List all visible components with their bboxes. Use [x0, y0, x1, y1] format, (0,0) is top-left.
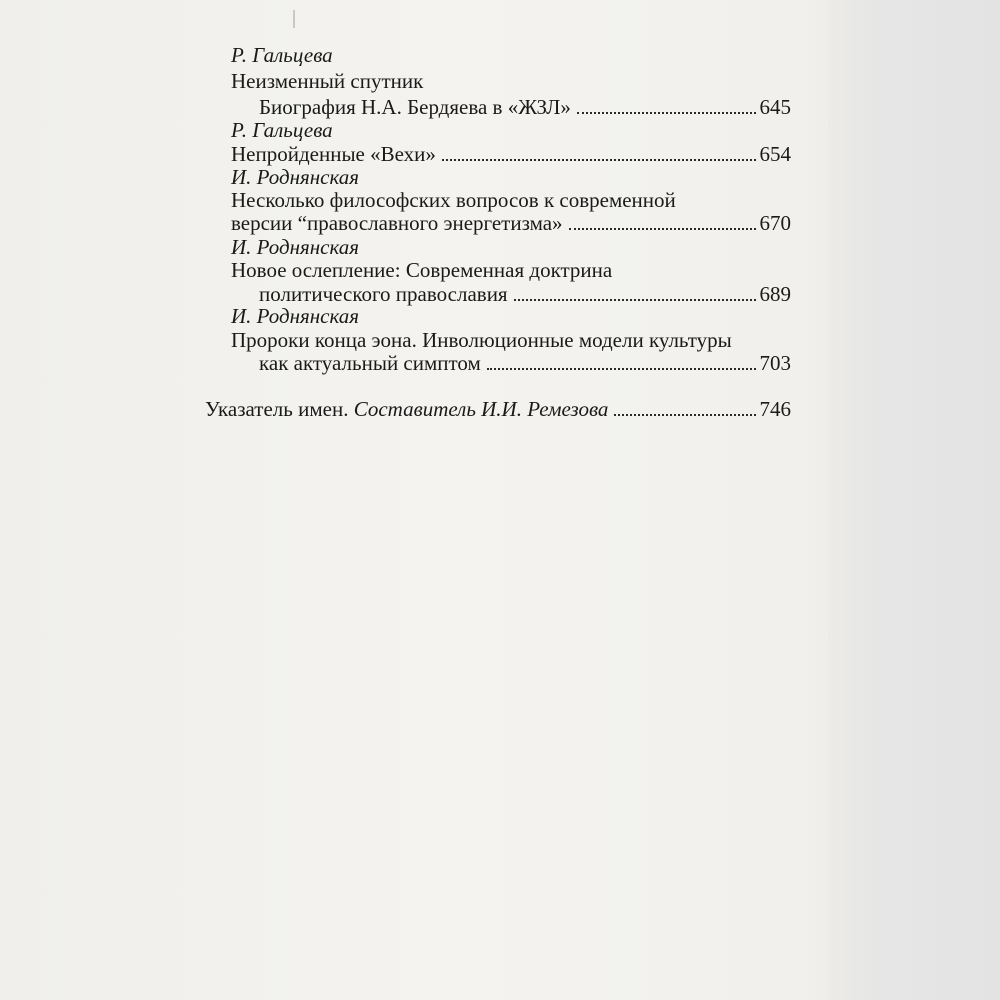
page-number: 746	[759, 397, 791, 421]
entry-title: Пророки конца эона. Инволюционные модели культуры	[231, 328, 732, 352]
page-number: 645	[759, 95, 791, 119]
entry-subtitle: как актуальный симптом	[259, 351, 481, 375]
entry-author: Р. Гальцева	[231, 43, 333, 67]
dot-leader	[487, 368, 756, 370]
entry-title: Непройденные «Вехи»	[231, 142, 436, 166]
index-compiler: Составитель И.И. Ремезова	[353, 397, 609, 421]
page-crease-mark	[293, 10, 295, 28]
entry-title: Неизменный спутник	[231, 69, 424, 93]
toc-entry	[259, 350, 791, 376]
dot-leader	[614, 414, 755, 416]
entry-subtitle: версии “православного энергетизма»	[231, 211, 563, 235]
entry-author: Р. Гальцева	[231, 118, 333, 142]
entry-author: И. Роднянская	[231, 165, 360, 189]
entry-title: Новое ослепление: Современная доктрина	[231, 258, 613, 282]
dot-leader	[442, 159, 756, 161]
index-label: Указатель имен.	[205, 397, 354, 421]
toc-entry-index	[205, 396, 791, 422]
page-number: 654	[759, 142, 791, 166]
index-title	[205, 396, 608, 422]
dot-leader	[577, 112, 756, 114]
dot-leader	[569, 228, 756, 230]
entry-subtitle: Биография Н.А. Бердяева в «ЖЗЛ»	[259, 95, 571, 119]
entry-author: И. Роднянская	[231, 235, 360, 259]
toc-entry	[231, 210, 791, 236]
entry-subtitle: политического православия	[259, 282, 508, 306]
dot-leader	[514, 299, 756, 301]
toc-entry	[259, 94, 791, 120]
page-number: 689	[759, 282, 791, 306]
page-number: 670	[759, 211, 791, 235]
facing-page-edge	[828, 0, 1000, 1000]
page-number: 703	[759, 351, 791, 375]
entry-title: Несколько философских вопросов к современной	[231, 188, 676, 212]
entry-author: И. Роднянская	[231, 304, 360, 328]
